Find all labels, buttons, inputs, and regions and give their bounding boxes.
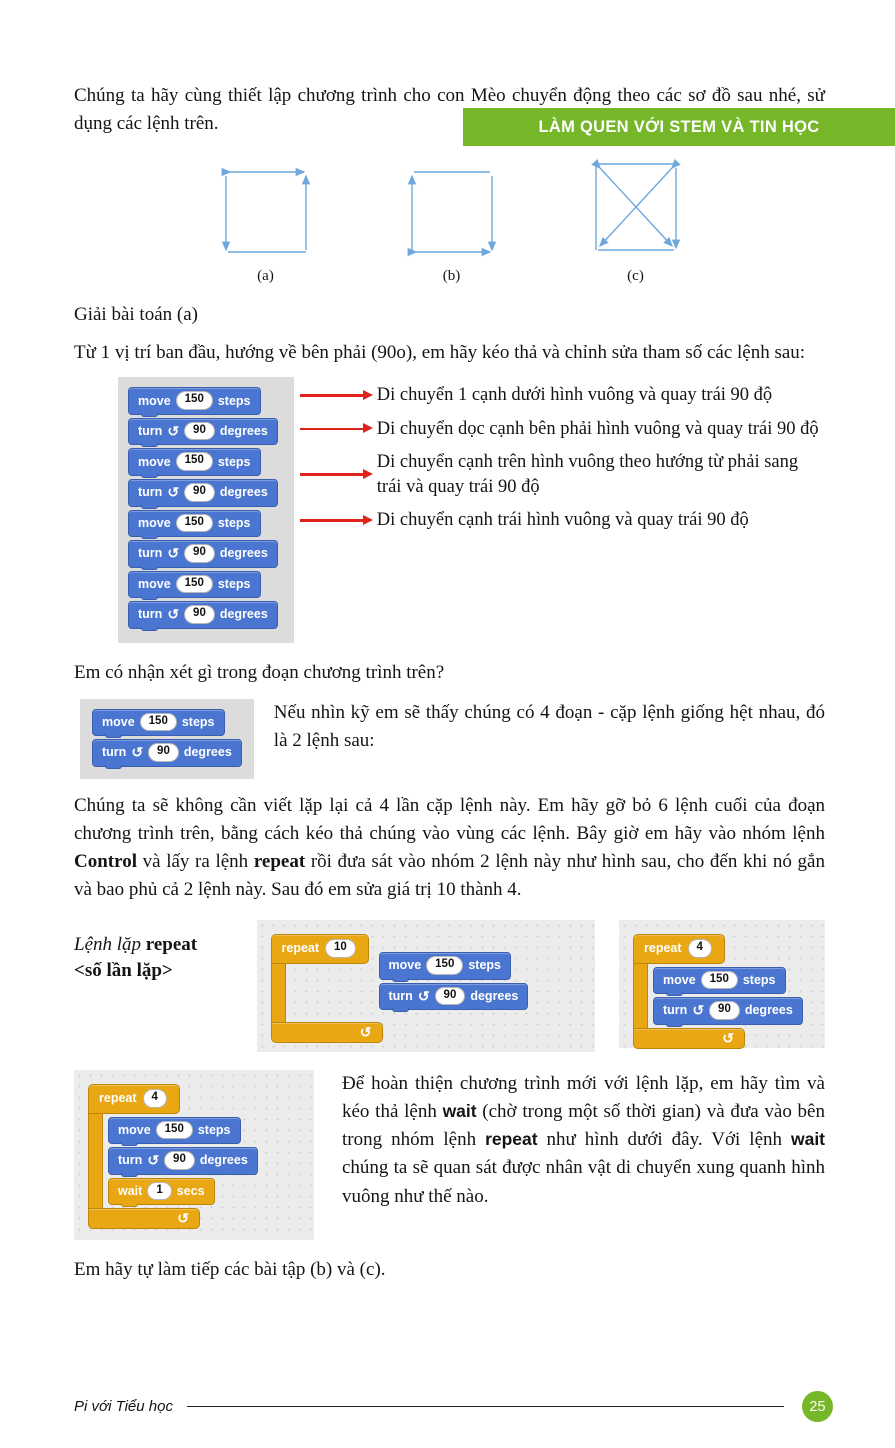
control-keyword: Control — [74, 850, 137, 872]
wait-value-field: 1 — [147, 1182, 171, 1201]
turn-value-field: 90 — [184, 422, 215, 441]
turn-block-label: turn — [102, 745, 127, 760]
motion-diagrams — [74, 152, 825, 285]
turn-value-field: 90 — [435, 987, 466, 1006]
loop-arrow-icon: ↺ — [177, 1210, 189, 1227]
wait-block-label: wait — [118, 1183, 143, 1198]
scratch-turn-block — [653, 997, 803, 1025]
move-block-suffix: steps — [217, 454, 251, 469]
move-block-label: move — [388, 958, 422, 973]
move-block-suffix: steps — [217, 515, 251, 530]
question-paragraph: Em có nhận xét gì trong đoạn chương trình trên? — [74, 661, 445, 683]
repeat-block-arm — [633, 964, 648, 1028]
move-block-suffix: steps — [217, 393, 251, 408]
annotation-text: Di chuyển cạnh trên hình vuông theo hướng từ phải sang trái và quay trái 90 độ — [376, 452, 799, 497]
solve-heading: Giải bài toán (a) — [74, 304, 198, 326]
nested-block-pair — [653, 967, 803, 1025]
scratch-move-block — [128, 510, 261, 538]
move-block-label: move — [138, 393, 171, 408]
scratch-move-block — [653, 967, 786, 995]
move-value-field: 150 — [701, 971, 738, 990]
scratch-wait-block — [108, 1178, 215, 1206]
scratch-turn-block — [108, 1147, 258, 1175]
repeat-block-label: repeat — [644, 941, 682, 956]
repeat-count-field: 10 — [325, 939, 356, 958]
move-value-field: 150 — [176, 575, 213, 594]
turn-block-label: turn — [138, 424, 163, 439]
repeat-count-field: 4 — [143, 1089, 167, 1108]
scratch-turn-block — [379, 983, 529, 1011]
turn-block-suffix: degrees — [470, 988, 519, 1003]
move-block-label: move — [138, 576, 171, 591]
wait-paragraph-part: (chờ trong một số thời gian) và đưa vào bên trong nhóm lệnh — [342, 1101, 825, 1151]
annotation-text: Di chuyển dọc cạnh bên phải hình vuông và quay trái 90 độ — [376, 418, 819, 439]
observe-paragraph: Nếu nhìn kỹ em sẽ thấy chúng có 4 đoạn - cặp lệnh giống hệt nhau, đó là 2 lệnh sau: — [273, 701, 825, 751]
square-diagram-c-image — [586, 152, 686, 264]
annotation-text: Di chuyển cạnh trái hình vuông và quay trái 90 độ — [376, 510, 749, 531]
repeat-with-wait-image — [74, 1070, 314, 1240]
move-block-label: move — [118, 1122, 151, 1137]
annotation-row — [300, 383, 825, 407]
turn-block-suffix: degrees — [744, 1003, 793, 1018]
repeat4-image — [619, 920, 825, 1048]
turn-block-suffix: degrees — [219, 424, 268, 439]
diagram-a — [214, 160, 318, 285]
scratch-script-area — [118, 377, 294, 642]
move-value-field: 150 — [176, 514, 213, 533]
scratch-turn-block — [128, 479, 278, 507]
scratch-turn-block — [92, 739, 242, 767]
turn-value-field: 90 — [184, 483, 215, 502]
repeat-note-keyword: repeat — [145, 934, 198, 956]
turn-value-field: 90 — [184, 605, 215, 624]
repeat-block-header — [271, 934, 369, 964]
scratch-move-block — [128, 571, 261, 599]
red-arrow-icon — [300, 519, 364, 522]
block-pair — [92, 709, 242, 767]
annotation-row — [300, 508, 825, 532]
repeat-syntax-note — [74, 920, 232, 983]
move-block-label: move — [663, 972, 696, 987]
turn-ccw-icon: ↺ — [131, 744, 144, 761]
diagram-b-label: (b) — [442, 268, 461, 285]
diagram-a-label: (a) — [257, 268, 274, 285]
repeat10-image — [257, 920, 595, 1052]
turn-block-label: turn — [663, 1003, 688, 1018]
scratch-repeat-block — [633, 934, 803, 1049]
control-paragraph-part: Chúng ta sẽ không cần viết lặp lại cả 4 lần cặp lệnh này. Em hãy gỡ bỏ 6 lệnh cuối của đoạn chương trình trên, bằng cách kéo thả chúng vào vùng các lệnh. Bây giờ em hãy vào nhóm lệnh — [74, 794, 825, 844]
move-block-suffix: steps — [468, 958, 501, 973]
diagram-c-label: (c) — [627, 268, 644, 285]
detached-block-pair — [379, 952, 529, 1010]
closing-paragraph: Em hãy tự làm tiếp các bài tập (b) và (c). — [74, 1259, 386, 1281]
repeat-block-footer — [271, 1022, 383, 1043]
nested-block-stack — [108, 1117, 258, 1206]
solve-intro: Từ 1 vị trí ban đầu, hướng về bên phải (90o), em hãy kéo thả và chỉnh sửa tham số các lệnh sau: — [74, 342, 806, 364]
red-arrow-icon — [300, 473, 364, 476]
annotation-text: Di chuyển 1 cạnh dưới hình vuông và quay trái 90 độ — [376, 385, 773, 406]
document-page — [0, 82, 895, 1284]
turn-ccw-icon: ↺ — [147, 1152, 160, 1169]
repeat-block-arm — [271, 964, 286, 1022]
scratch-move-block — [108, 1117, 241, 1145]
wait-keyword: wait — [442, 1101, 477, 1122]
turn-block-suffix: degrees — [219, 607, 268, 622]
turn-ccw-icon: ↺ — [167, 545, 180, 562]
repeat-block-arm — [88, 1114, 103, 1209]
scratch-move-block — [128, 448, 261, 476]
move-block-suffix: steps — [217, 576, 251, 591]
scratch-turn-block — [128, 601, 278, 629]
wait-keyword: wait — [791, 1129, 825, 1150]
loop-arrow-icon: ↺ — [359, 1023, 372, 1040]
turn-block-suffix: degrees — [183, 745, 232, 760]
scratch-pair-image — [80, 699, 254, 779]
annotation-row — [300, 417, 825, 441]
book-title: Pi với Tiểu học — [74, 1398, 173, 1415]
wait-paragraph — [342, 1070, 825, 1211]
scratch-move-block — [379, 952, 512, 980]
scratch-turn-block — [128, 540, 278, 568]
move-value-field: 150 — [156, 1121, 193, 1140]
control-paragraph-part: và lấy ra lệnh — [136, 850, 254, 872]
repeat-note-italic: Lệnh lặp — [74, 934, 142, 956]
turn-value-field: 90 — [164, 1151, 195, 1170]
move-value-field: 150 — [176, 452, 213, 471]
move-block-label: move — [138, 515, 171, 530]
turn-ccw-icon: ↺ — [167, 423, 180, 440]
turn-value-field: 90 — [148, 743, 179, 762]
repeat-block-label: repeat — [99, 1091, 137, 1106]
annotation-row — [300, 450, 825, 499]
diagram-b — [400, 160, 504, 285]
move-block-suffix: steps — [742, 972, 776, 987]
move-value-field: 150 — [426, 956, 463, 975]
observe-section — [74, 699, 825, 779]
intro-paragraph: Chúng ta hãy cùng thiết lập chương trình cho con Mèo chuyển động theo các sơ đồ sau nhé, sử dụng các lệnh trên. — [74, 85, 825, 135]
wait-paragraph-part: như hình dưới đây. Với lệnh — [537, 1129, 792, 1151]
repeat-count-field: 4 — [688, 939, 712, 958]
scratch-turn-block — [128, 418, 278, 446]
turn-value-field: 90 — [184, 544, 215, 563]
turn-ccw-icon: ↺ — [417, 987, 430, 1004]
turn-block-label: turn — [138, 485, 163, 500]
wait-paragraph-part: chúng ta sẽ quan sát được nhân vật di chuyển xung quanh hình vuông như thế nào. — [342, 1157, 825, 1207]
repeat-block-empty-slot — [286, 964, 358, 1022]
block-stack — [128, 387, 278, 628]
turn-ccw-icon: ↺ — [167, 484, 180, 501]
turn-block-suffix: degrees — [219, 546, 268, 561]
move-block-label: move — [138, 454, 171, 469]
chapter-banner — [463, 108, 895, 146]
square-diagram-b-image — [400, 160, 504, 264]
repeat-images-section — [74, 920, 825, 1052]
page-footer — [74, 1391, 833, 1422]
page-number-badge: 25 — [802, 1391, 833, 1422]
scratch-move-block — [128, 387, 261, 415]
control-paragraph — [74, 792, 825, 904]
move-value-field: 150 — [140, 713, 177, 732]
repeat-block-footer — [633, 1028, 745, 1049]
scratch-move-block — [92, 709, 225, 737]
block-annotations — [300, 377, 825, 532]
move-block-suffix: steps — [197, 1122, 231, 1137]
repeat-keyword: repeat — [485, 1129, 538, 1150]
repeat-keyword: repeat — [253, 850, 306, 872]
turn-block-label: turn — [388, 988, 413, 1003]
scratch-repeat-block — [271, 934, 383, 1043]
turn-ccw-icon: ↺ — [167, 606, 180, 623]
repeat-block-header — [633, 934, 725, 964]
repeat-block-label: repeat — [281, 941, 320, 956]
repeat-note-arg: <số lần lặp> — [74, 959, 173, 981]
turn-block-suffix: degrees — [199, 1153, 248, 1168]
repeat-block-footer — [88, 1208, 200, 1229]
wait-paragraph-part: Để hoàn thiện chương trình mới với lệnh lặp, em hãy tìm và kéo thả lệnh — [342, 1073, 825, 1123]
turn-block-label: turn — [138, 546, 163, 561]
chapter-banner-text: LÀM QUEN VỚI STEM VÀ TIN HỌC — [538, 117, 820, 136]
control-paragraph-part: rồi đưa sát vào nhóm 2 lệnh này như hình sau, cho đến khi nó gắn và bao phủ cả 2 lệnh này. Sau đó em sửa giá trị 10 thành 4. — [74, 850, 825, 901]
scratch-repeat-block — [88, 1084, 258, 1229]
move-block-suffix: steps — [181, 714, 215, 729]
wait-block-suffix: secs — [176, 1183, 205, 1198]
program-blocks-section — [74, 377, 825, 642]
turn-block-label: turn — [138, 607, 163, 622]
footer-divider — [187, 1406, 784, 1407]
wait-section — [74, 1070, 825, 1240]
diagram-c — [586, 152, 686, 285]
turn-value-field: 90 — [709, 1001, 740, 1020]
turn-ccw-icon: ↺ — [692, 1002, 705, 1019]
repeat-block-header — [88, 1084, 180, 1114]
red-arrow-icon — [300, 394, 364, 397]
move-block-label: move — [102, 714, 135, 729]
square-diagram-a-image — [214, 160, 318, 264]
turn-block-suffix: degrees — [219, 485, 268, 500]
red-arrow-icon — [300, 428, 364, 431]
loop-arrow-icon: ↺ — [722, 1029, 734, 1046]
move-value-field: 150 — [176, 391, 213, 410]
turn-block-label: turn — [118, 1153, 143, 1168]
